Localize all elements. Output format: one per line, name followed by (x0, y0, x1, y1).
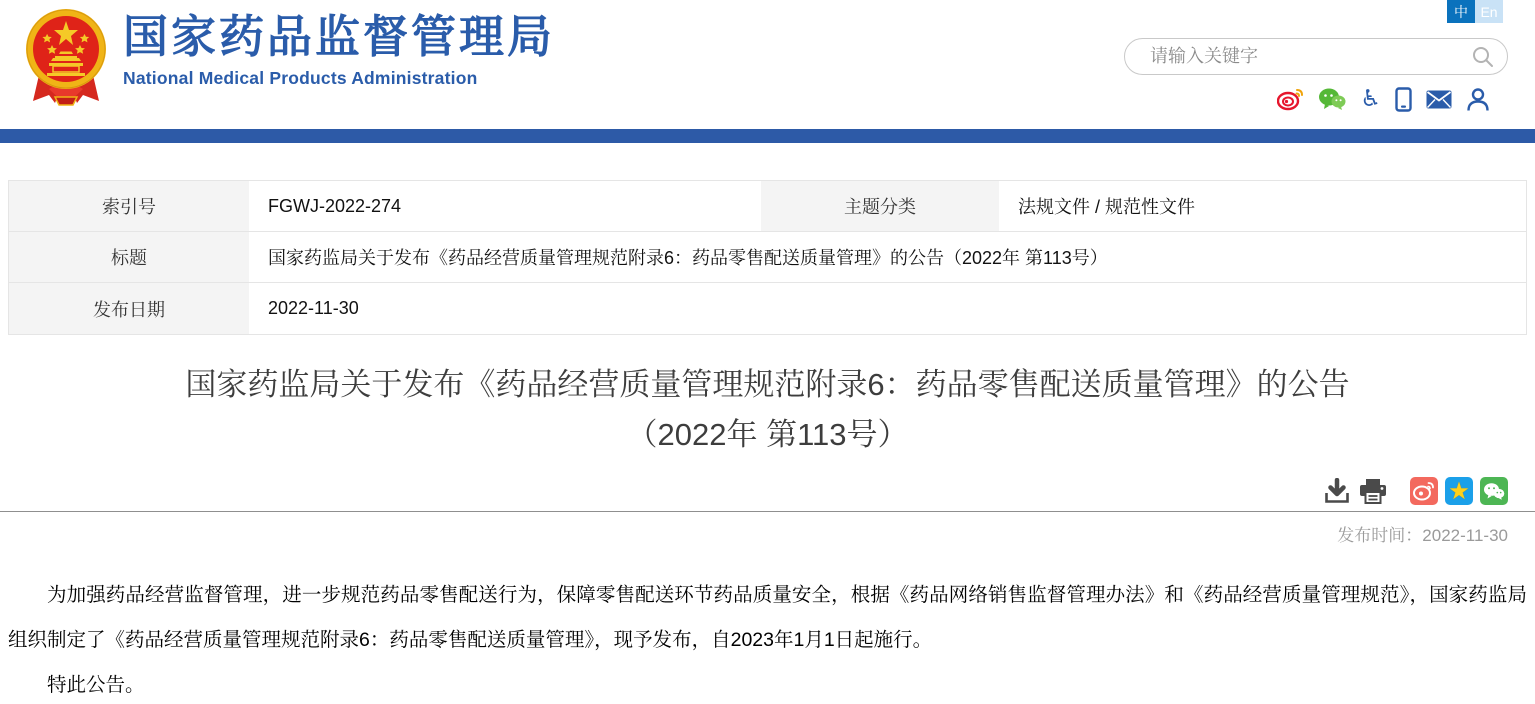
national-emblem-icon (25, 5, 107, 109)
article-divider (0, 511, 1535, 512)
share-weibo-button[interactable] (1410, 477, 1438, 505)
article-paragraph-2: 特此公告。 (47, 674, 145, 696)
site-title-cn: 国家药品监督管理局 (123, 11, 556, 62)
meta-value-category: 法规文件 / 规范性文件 (999, 181, 1526, 232)
meta-label-title: 标题 (9, 232, 249, 283)
search-icon (1471, 45, 1495, 69)
print-button[interactable] (1358, 478, 1388, 505)
publish-time-row (0, 521, 1535, 546)
search-box (1124, 38, 1508, 75)
site-title-en: National Medical Products Administration (123, 68, 478, 88)
weibo-icon[interactable] (1277, 86, 1304, 112)
meta-label-category: 主题分类 (761, 181, 999, 232)
publish-time-label: 发布时间： (1337, 526, 1423, 545)
brand-block (123, 12, 555, 89)
publish-time-value: 2022-11-30 (1422, 526, 1508, 545)
language-switch (1447, 0, 1503, 23)
social-links-row (1277, 86, 1490, 112)
meta-label-publish-date: 发布日期 (9, 283, 249, 334)
search-input[interactable] (1125, 46, 1471, 67)
article-paragraph-1: 为加强药品经营监督管理，进一步规范药品零售配送行为，保障零售配送环节药品质量安全，根据《药品网络销售监督管理办法》和《药品经营质量管理规范》，国家药监局组织制定了《药品经营质量管理规范附录6：药品零售配送质量管理》，现予发布，自2023年1月1日起施行。 (8, 584, 1527, 651)
wechat-icon[interactable] (1318, 86, 1346, 112)
share-weibo-icon (1413, 481, 1435, 501)
share-qzone-icon: ★ (1448, 477, 1470, 505)
meta-value-publish-date: 2022-11-30 (249, 283, 1526, 334)
lang-chinese-button[interactable]: 中 (1447, 0, 1475, 23)
search-button[interactable] (1471, 39, 1507, 74)
mobile-icon[interactable] (1395, 86, 1412, 112)
meta-value-index: FGWJ-2022-274 (249, 181, 761, 232)
header-divider-bar (0, 129, 1535, 143)
meta-value-title: 国家药监局关于发布《药品经营质量管理规范附录6：药品零售配送质量管理》的公告（2022年 第113号） (249, 232, 1526, 283)
article-body (8, 573, 1527, 704)
lang-english-button[interactable]: En (1475, 0, 1503, 23)
print-icon (1358, 478, 1388, 505)
accessibility-icon[interactable]: ♿ (1360, 86, 1381, 112)
national-emblem-logo (25, 5, 107, 109)
mail-icon[interactable] (1426, 86, 1452, 112)
share-wechat-icon (1483, 482, 1505, 501)
document-meta-table (8, 180, 1527, 335)
meta-label-index: 索引号 (9, 181, 249, 232)
download-button[interactable] (1324, 478, 1350, 505)
article-title: 国家药监局关于发布《药品经营质量管理规范附录6：药品零售配送质量管理》的公告（2022年 第113号） (185, 367, 1350, 452)
share-wechat-button[interactable] (1480, 477, 1508, 505)
download-icon (1324, 478, 1350, 505)
share-qzone-button[interactable] (1445, 477, 1473, 505)
article-tools-row (0, 476, 1535, 506)
user-icon[interactable] (1466, 86, 1490, 112)
site-header (0, 0, 1535, 129)
share-group (1410, 477, 1508, 505)
